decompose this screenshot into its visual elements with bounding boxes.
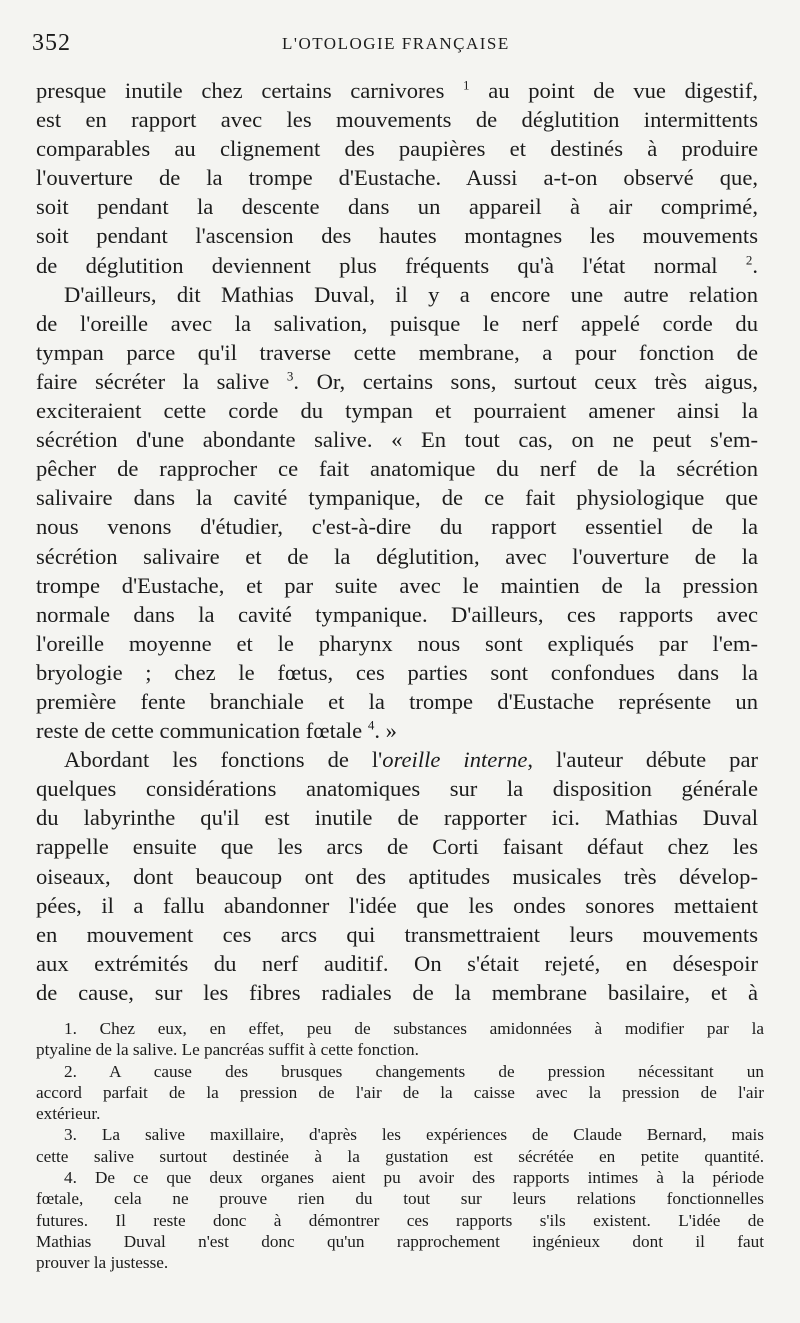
footnotes [36, 1018, 764, 1274]
text-line: bryologie ; chez le fœtus, ces parties sont confondues dans la [36, 659, 758, 685]
text-line: Abordant les fonctions de l'oreille interne, l'auteur débute par [64, 747, 758, 773]
footnote-line: accord parfait de la pression de l'air de la caisse avec la pression de l'air [36, 1082, 764, 1102]
running-title: L'OTOLOGIE FRANÇAISE [282, 34, 510, 53]
text-line: est en rapport avec les mouvements de déglutition intermittents [36, 107, 758, 133]
footnote-line: extérieur. [36, 1104, 101, 1124]
footnote-line: futures. Il reste donc à démontrer ces rapports s'ils existent. L'idée de [36, 1210, 764, 1230]
footnote-ref: 1 [463, 77, 470, 93]
text-line: normale dans la cavité tympanique. D'ailleurs, ces rapports avec [36, 601, 758, 627]
text-line: du labyrinthe qu'il est inutile de rapporter ici. Mathias Duval [36, 805, 758, 831]
page-number: 352 [32, 30, 71, 56]
text-line: reste de cette communication fœtale $^4$. » [36, 717, 397, 744]
text-line: l'ouverture de la trompe d'Eustache. Aussi a-t-on observé que, [36, 165, 758, 191]
footnote-line: ptyaline de la salive. Le pancréas suffit à cette fonction. [36, 1040, 419, 1060]
text-line: pées, il a fallu abandonner l'idée que les ondes sonores mettaient [36, 892, 758, 918]
footnote-line: fœtale, cela ne prouve rien du tout sur leurs relations fonctionnelles [36, 1189, 764, 1209]
footnote-ref: 2 [745, 252, 753, 268]
text-line: salivaire dans la cavité tympanique, de ce fait physiologique que [36, 485, 758, 511]
text-line: D'ailleurs, dit Mathias Duval, il y a encore une autre relation [64, 281, 758, 307]
text-line: sécrétion d'une abondante salive. « En tout cas, on ne peut s'em- [36, 427, 758, 453]
footnote-line: 4. De ce que deux organes aient pu avoir des rapports intimes à la période [64, 1168, 764, 1188]
text-line: soit pendant la descente dans un appareil à air comprimé, [36, 194, 758, 220]
text-line: presque inutile chez certains carnivores $^1$ au point de vue digestif, [36, 77, 758, 103]
emphasis: oreille interne [382, 747, 528, 773]
footnote-line: 3. La salive maxillaire, d'après les expériences de Claude Bernard, mais [64, 1125, 764, 1145]
footnote-line: Mathias Duval n'est donc qu'un rapprochement ingénieux dont il faut [36, 1231, 764, 1251]
text-line: faire sécréter la salive $^3$. Or, certains sons, surtout ceux très aigus, [36, 368, 758, 394]
footnote-line: prouver la justesse. [36, 1253, 169, 1273]
footnote-line: 2. A cause des brusques changements de pression nécessitant un [64, 1061, 764, 1081]
text-line: quelques considérations anatomiques sur la disposition générale [36, 776, 758, 802]
text-line: nous venons d'étudier, c'est-à-dire du rapport essentiel de la [36, 514, 758, 540]
text-line: aux extrémités du nerf auditif. On s'était rejeté, en désespoir [36, 950, 758, 976]
text-line: exciteraient cette corde du tympan et pourraient amener ainsi la [36, 398, 758, 424]
text-line: de cause, sur les fibres radiales de la membrane basilaire, et à [36, 979, 758, 1005]
body-text [36, 76, 758, 1007]
page-header [32, 30, 768, 60]
text-line: tympan parce qu'il traverse cette membrane, a pour fonction de [36, 339, 758, 365]
text-line: comparables au clignement des paupières et destinés à produire [36, 136, 758, 162]
footnote-ref: 3 [286, 368, 294, 384]
text-line: trompe d'Eustache, et par suite avec le maintien de la pression [36, 572, 758, 598]
text-line: sécrétion salivaire et de la déglutition, avec l'ouverture de la [36, 543, 758, 569]
text-line: en mouvement ces arcs qui transmettraient leurs mouvements [36, 921, 758, 947]
text-line: l'oreille moyenne et le pharynx nous sont expliqués par l'em- [36, 630, 758, 656]
footnote-line: cette salive surtout destinée à la gustation est sécrétée en petite quantité. [36, 1146, 764, 1166]
footnote-ref: 4 [367, 717, 375, 733]
text-line: soit pendant l'ascension des hautes montagnes les mouvements [36, 223, 758, 249]
text-line: pêcher de rapprocher ce fait anatomique du nerf de la sécrétion [36, 456, 758, 482]
text-line: oiseaux, dont beaucoup ont des aptitudes musicales très dévelop- [36, 863, 758, 889]
footnote-line: 1. Chez eux, en effet, peu de substances amidonnées à modifier par la [64, 1019, 764, 1038]
text-line: de l'oreille avec la salivation, puisque le nerf appelé corde du [36, 310, 758, 336]
text-line: première fente branchiale et la trompe d'Eustache représente un [36, 688, 758, 714]
text-line: rappelle ensuite que les arcs de Corti faisant défaut chez les [36, 834, 758, 860]
text-line: de déglutition deviennent plus fréquents qu'à l'état normal $^2$. [36, 252, 758, 278]
